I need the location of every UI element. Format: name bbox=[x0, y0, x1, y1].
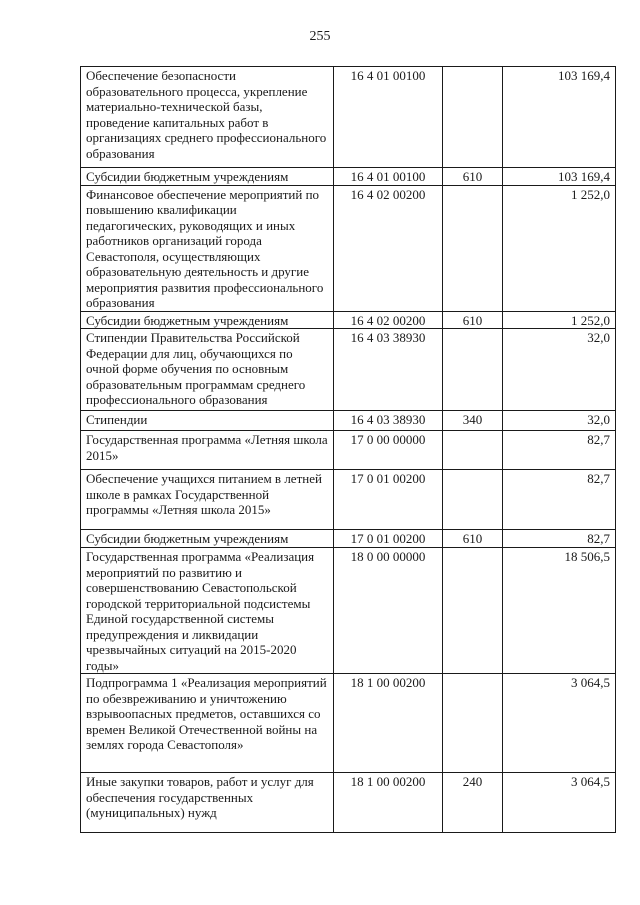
row-sum: 82,7 bbox=[503, 431, 616, 470]
row-name: Иные закупки товаров, работ и услуг для обеспечения государственных (муниципальных) нужд bbox=[81, 773, 334, 833]
row-kind bbox=[443, 185, 503, 311]
row-name: Государственная программа «Реализация мероприятий по развитию и совершенствованию Севастопольской городской территориальной подсистемы Единой государственной системы предупреждения и ликвидации чрезвычайных ситуаций на 2015-2020 годы» bbox=[81, 548, 334, 674]
row-name: Государственная программа «Летняя школа 2015» bbox=[81, 431, 334, 470]
table-row bbox=[81, 411, 616, 431]
table-row bbox=[81, 530, 616, 548]
table-row bbox=[81, 185, 616, 311]
table-row bbox=[81, 548, 616, 674]
row-kind: 340 bbox=[443, 411, 503, 431]
row-kind: 610 bbox=[443, 530, 503, 548]
row-sum: 3 064,5 bbox=[503, 773, 616, 833]
row-kind bbox=[443, 431, 503, 470]
row-name: Подпрограмма 1 «Реализация мероприятий по обезвреживанию и уничтожению взрывоопасных предметов, оставшихся со времен Великой Отечественной войны на землях города Севастополя» bbox=[81, 674, 334, 773]
row-code: 18 1 00 00200 bbox=[334, 674, 443, 773]
row-code: 18 0 00 00000 bbox=[334, 548, 443, 674]
row-code: 17 0 00 00000 bbox=[334, 431, 443, 470]
row-kind bbox=[443, 470, 503, 530]
row-name: Субсидии бюджетным учреждениям bbox=[81, 530, 334, 548]
table-row bbox=[81, 470, 616, 530]
row-code: 18 1 00 00200 bbox=[334, 773, 443, 833]
row-name: Субсидии бюджетным учреждениям bbox=[81, 168, 334, 186]
row-sum: 32,0 bbox=[503, 329, 616, 411]
row-sum: 32,0 bbox=[503, 411, 616, 431]
row-sum: 1 252,0 bbox=[503, 311, 616, 329]
table-row bbox=[81, 311, 616, 329]
row-sum: 1 252,0 bbox=[503, 185, 616, 311]
row-sum: 18 506,5 bbox=[503, 548, 616, 674]
row-name: Субсидии бюджетным учреждениям bbox=[81, 311, 334, 329]
row-name: Стипендии bbox=[81, 411, 334, 431]
row-name: Обеспечение учащихся питанием в летней школе в рамках Государственной программы «Летняя школа 2015» bbox=[81, 470, 334, 530]
row-code: 16 4 03 38930 bbox=[334, 411, 443, 431]
row-kind bbox=[443, 674, 503, 773]
table-row bbox=[81, 431, 616, 470]
row-sum: 82,7 bbox=[503, 470, 616, 530]
budget-table bbox=[80, 66, 616, 833]
row-code: 16 4 03 38930 bbox=[334, 329, 443, 411]
page-number: 255 bbox=[309, 29, 331, 44]
table-row bbox=[81, 168, 616, 186]
row-code: 16 4 02 00200 bbox=[334, 311, 443, 329]
row-name: Финансовое обеспечение мероприятий по повышению квалификации педагогических, руководящих и иных работников организаций города Севастополя, осуществляющих образовательную деятельность и другие мероприятия развития профессионального образования bbox=[81, 185, 334, 311]
row-sum: 103 169,4 bbox=[503, 168, 616, 186]
row-sum: 3 064,5 bbox=[503, 674, 616, 773]
row-code: 17 0 01 00200 bbox=[334, 470, 443, 530]
row-sum: 103 169,4 bbox=[503, 67, 616, 168]
row-kind: 240 bbox=[443, 773, 503, 833]
row-code: 16 4 02 00200 bbox=[334, 185, 443, 311]
table-row bbox=[81, 773, 616, 833]
row-code: 17 0 01 00200 bbox=[334, 530, 443, 548]
row-kind bbox=[443, 329, 503, 411]
row-name: Обеспечение безопасности образовательного процесса, укрепление материально-технической базы, проведение капитальных работ в организациях среднего профессионального образования bbox=[81, 67, 334, 168]
row-kind bbox=[443, 67, 503, 168]
table-row bbox=[81, 674, 616, 773]
row-code: 16 4 01 00100 bbox=[334, 67, 443, 168]
table-row bbox=[81, 329, 616, 411]
row-sum: 82,7 bbox=[503, 530, 616, 548]
row-kind: 610 bbox=[443, 311, 503, 329]
row-name: Стипендии Правительства Российской Федерации для лиц, обучающихся по очной форме обучения по основным образовательным программам среднего профессионального образования bbox=[81, 329, 334, 411]
table-row bbox=[81, 67, 616, 168]
row-kind bbox=[443, 548, 503, 674]
row-kind: 610 bbox=[443, 168, 503, 186]
row-code: 16 4 01 00100 bbox=[334, 168, 443, 186]
